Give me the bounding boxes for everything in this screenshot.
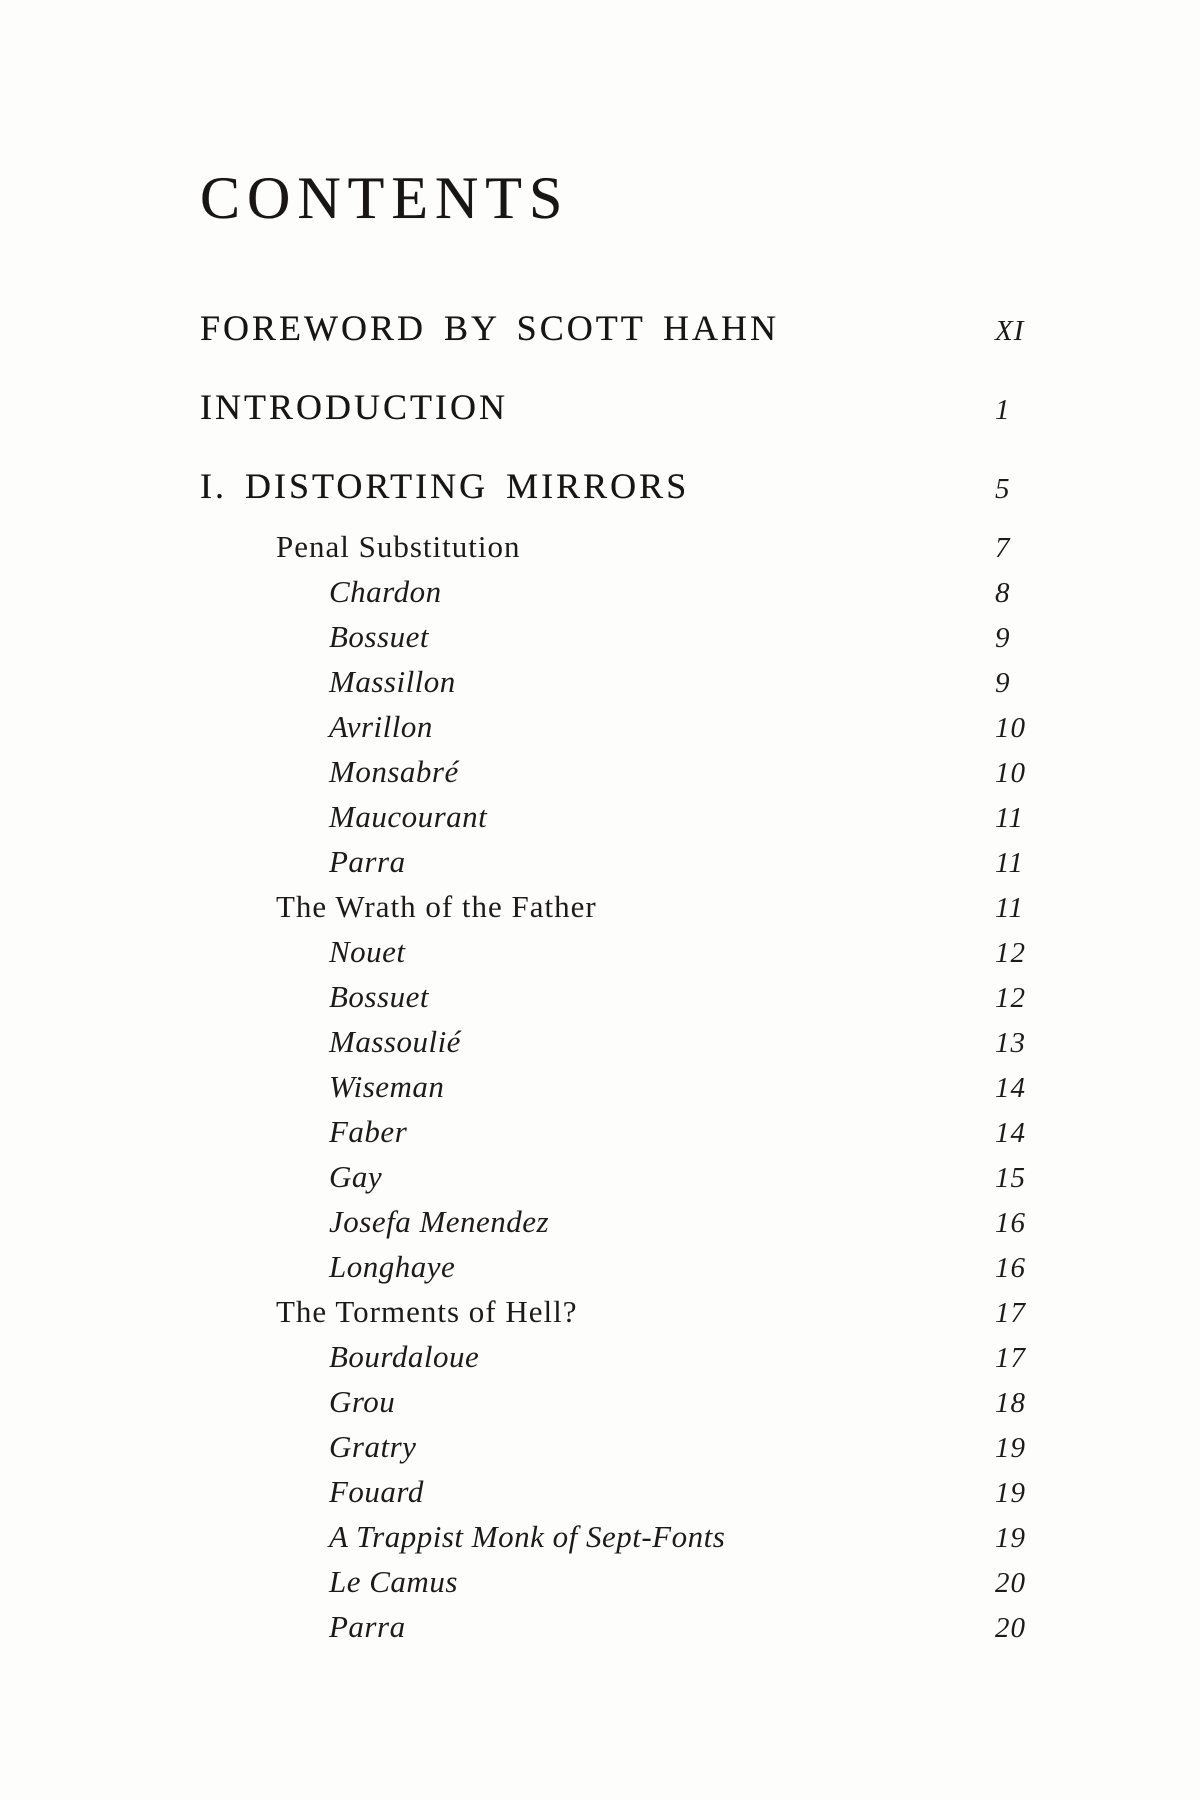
toc-entry-label: Avrillon [329, 709, 433, 744]
toc-entry-label: INTRODUCTION [200, 387, 508, 427]
toc-row-entry [200, 1605, 1035, 1650]
toc-entry-label: Parra [329, 1609, 406, 1644]
toc-page-number: 9 [995, 622, 1011, 654]
toc-page-number: 19 [995, 1522, 1026, 1554]
toc-entry-label: I. DISTORTING MIRRORS [200, 466, 690, 506]
toc-row-entry [200, 1470, 1035, 1515]
toc-row-heading [200, 464, 1035, 511]
toc-entry-label: Massoulié [329, 1024, 461, 1059]
toc-row-heading [200, 306, 1035, 353]
toc-page-number: 1 [995, 394, 1011, 426]
toc-page-number: 19 [995, 1477, 1026, 1509]
toc-entry-label: Gay [329, 1159, 383, 1194]
toc-page-number: 10 [995, 757, 1026, 789]
toc-row-entry [200, 705, 1035, 750]
toc-page-number: 14 [995, 1117, 1026, 1149]
toc-page-number: 20 [995, 1612, 1026, 1644]
toc-row-entry [200, 795, 1035, 840]
toc-page-number: 11 [995, 802, 1024, 834]
toc-entry-label: Le Camus [329, 1564, 458, 1599]
toc-entry-label: Josefa Menendez [329, 1204, 550, 1239]
toc-row-entry [200, 930, 1035, 975]
toc-page-number: 9 [995, 667, 1011, 699]
toc-page-number: 12 [995, 937, 1026, 969]
toc-row-section [200, 885, 1035, 930]
toc-page-number: 10 [995, 712, 1026, 744]
toc-page-number: 20 [995, 1567, 1026, 1599]
toc-entry-label: Monsabré [329, 754, 459, 789]
toc-row-entry [200, 1245, 1035, 1290]
toc-entry-label: Bourdaloue [329, 1339, 480, 1374]
toc-entry-label: Grou [329, 1384, 396, 1419]
toc-entry-label: Penal Substitution [276, 529, 521, 564]
toc-entry-label: Chardon [329, 574, 442, 609]
toc-page-number: 17 [995, 1297, 1026, 1329]
toc-page-number: 18 [995, 1387, 1026, 1419]
toc-entry-label: Fouard [329, 1474, 424, 1509]
toc-page-number: 5 [995, 473, 1011, 505]
toc-entry-label: Nouet [329, 934, 406, 969]
toc-entry-label: Parra [329, 844, 406, 879]
toc-row-entry [200, 660, 1035, 705]
toc-row-entry [200, 615, 1035, 660]
toc-page-number: 14 [995, 1072, 1026, 1104]
page-title: CONTENTS [200, 165, 570, 231]
table-of-contents [200, 306, 1035, 1650]
toc-entry-label: Massillon [329, 664, 456, 699]
toc-page-number: 7 [995, 532, 1011, 564]
toc-entry-label: Wiseman [329, 1069, 445, 1104]
toc-entry-label: Longhaye [329, 1249, 456, 1284]
toc-page-number: 11 [995, 847, 1024, 879]
toc-row-section [200, 1290, 1035, 1335]
toc-page-number: 13 [995, 1027, 1026, 1059]
toc-row-entry [200, 840, 1035, 885]
toc-page-number: 16 [995, 1252, 1026, 1284]
toc-row-section [200, 525, 1035, 570]
toc-row-entry [200, 1560, 1035, 1605]
toc-entry-label: The Wrath of the Father [276, 889, 597, 924]
toc-row-entry [200, 570, 1035, 615]
toc-page-number: 11 [995, 892, 1024, 924]
toc-row-entry [200, 1380, 1035, 1425]
toc-entry-label: Bossuet [329, 979, 429, 1014]
toc-row-entry [200, 750, 1035, 795]
toc-page-number: 16 [995, 1207, 1026, 1239]
toc-entry-label: FOREWORD BY SCOTT HAHN [200, 308, 780, 348]
toc-row-entry [200, 1200, 1035, 1245]
toc-row-entry [200, 1020, 1035, 1065]
toc-entry-label: Bossuet [329, 619, 429, 654]
toc-row-entry [200, 975, 1035, 1020]
toc-entry-label: Maucourant [329, 799, 488, 834]
toc-entry-label: Faber [329, 1114, 408, 1149]
toc-page-number: 19 [995, 1432, 1026, 1464]
toc-row-entry [200, 1335, 1035, 1380]
toc-row-entry [200, 1065, 1035, 1110]
toc-page-number: XI [995, 315, 1025, 347]
toc-entry-label: A Trappist Monk of Sept-Fonts [329, 1519, 726, 1554]
toc-row-entry [200, 1425, 1035, 1470]
toc-page-number: 12 [995, 982, 1026, 1014]
toc-row-entry [200, 1155, 1035, 1200]
toc-page-number: 17 [995, 1342, 1026, 1374]
toc-page-number: 15 [995, 1162, 1026, 1194]
toc-row-entry [200, 1110, 1035, 1155]
toc-entry-label: The Torments of Hell? [276, 1294, 578, 1329]
toc-entry-label: Gratry [329, 1429, 417, 1464]
toc-row-entry [200, 1515, 1035, 1560]
toc-row-heading [200, 385, 1035, 432]
toc-page-number: 8 [995, 577, 1011, 609]
